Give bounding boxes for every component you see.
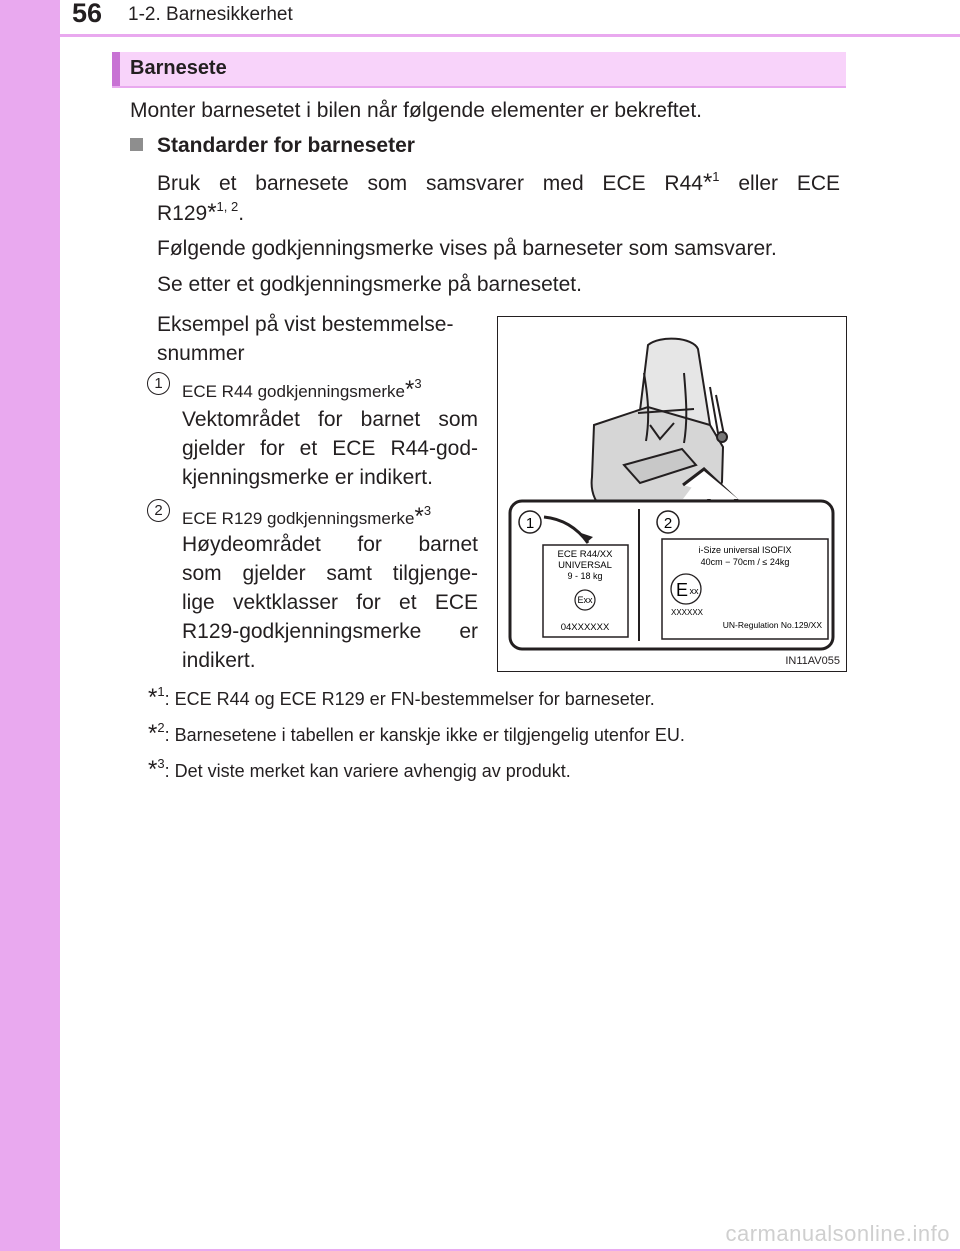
item2-line: indikert. [182,649,256,672]
ece-r129-mark-e: E [675,580,689,600]
footnote-1 [148,686,655,711]
item2-line: som gjelder samt tilgjenge- [182,562,478,585]
item1-line: gjelder for et ECE R44-god- [182,437,478,460]
footnote-ref: 3 [423,503,432,518]
p1-text-c: R129 [157,202,208,225]
footnote-star: * [148,756,158,783]
p1-text-d: . [238,202,245,225]
item2-line: lige vektklasser for et ECE [182,591,478,614]
footnote-star: * [207,199,217,226]
side-tab-bar [0,0,60,1251]
footnote-ref: 3 [157,756,165,771]
item2-line: R129-godkjenningsmerke er [182,620,478,643]
footnote-star: * [414,503,424,530]
footnote-star: * [148,720,158,747]
ece-r129-label-line2: 40cm − 70cm / ≤ 24kg [700,557,790,567]
footnote-2 [148,722,685,747]
item-number-2: 2 [147,499,170,522]
ece-r44-mark-text: Exx [577,595,593,605]
item-title-text: ECE R129 godkjenningsmerke [182,509,415,528]
ece-r44-approval-code: 04XXXXXX [560,622,610,633]
callout-number-2-text: 2 [663,515,673,532]
child-seat-illustration [497,316,847,672]
seat-label-diagram [498,317,846,671]
footnote-ref: 2 [157,720,165,735]
section-heading-box [112,52,846,88]
ece-r129-regulation: UN-Regulation No.129/XX [722,620,822,630]
standards-heading: Standarder for barneseter [157,134,415,157]
footnote-text: : ECE R44 og ECE R129 er FN-bestemmelser for barneseter. [164,689,655,709]
ece-r44-label-line2: UNIVERSAL [558,560,612,571]
item-title-text: ECE R44 godkjenningsmerke [182,382,406,401]
footnote-star: * [148,684,158,711]
ece-r44-label-line1: ECE R44/XX [557,549,613,560]
p1-text-a: Bruk et barnesete som samsvarer med ECE R44 [157,172,703,195]
figure-code: IN11AV055 [785,655,840,667]
ece-r129-mark-xx: xx [689,586,699,596]
ece-r129-approval-code: XXXXXX [671,608,704,617]
approval-mark-text: Følgende godkjenningsmerke vises på barneseter som samsvarer. [157,237,777,260]
item-title-ece-r129 [182,502,431,533]
footnote-text: : Barnesetene i tabellen er kanskje ikke er tilgjengelig utenfor EU. [164,725,685,745]
page-number: 56 [72,0,103,28]
example-text-line2: snummer [157,342,245,365]
item2-line: Høydeområdet for barnet [182,533,478,556]
ece-r44-label-line3: 9 - 18 kg [567,571,603,581]
square-bullet-icon [130,138,143,151]
footnote-ref: 1 [712,169,720,184]
intro-text: Monter barnesetet i bilen når følgende elementer er bekreftet. [130,99,702,122]
standards-paragraph-line2 [157,198,244,228]
p1-text-b: eller ECE [738,172,841,195]
example-text-line1: Eksempel på vist bestemmelse- [157,313,454,336]
site-watermark: carmanualsonline.info [725,1221,950,1246]
standards-paragraph-line1 [157,168,840,198]
chapter-title: 1-2. Barnesikkerhet [128,4,293,25]
item-number-1: 1 [147,372,170,395]
footnote-ref: 1 [157,684,165,699]
footnote-star: * [405,376,415,403]
section-accent [112,52,120,86]
footnote-star: * [702,169,713,196]
footnote-ref: 1, 2 [216,199,239,214]
footnote-ref: 3 [414,376,422,391]
header-rule [60,34,960,37]
item1-line: Vektområdet for barnet som [182,408,478,431]
footnote-text: : Det viste merket kan variere avhengig av produkt. [164,761,571,781]
item-title-ece-r44 [182,375,422,406]
item1-line: kjenningsmerke er indikert. [182,466,433,489]
ece-r129-label-line1: i-Size universal ISOFIX [698,545,792,555]
footnote-3 [148,758,571,783]
callout-number-1-text: 1 [525,515,535,532]
look-for-mark-text: Se etter et godkjenningsmerke på barnesetet. [157,273,582,296]
section-title: Barnesete [130,57,227,79]
